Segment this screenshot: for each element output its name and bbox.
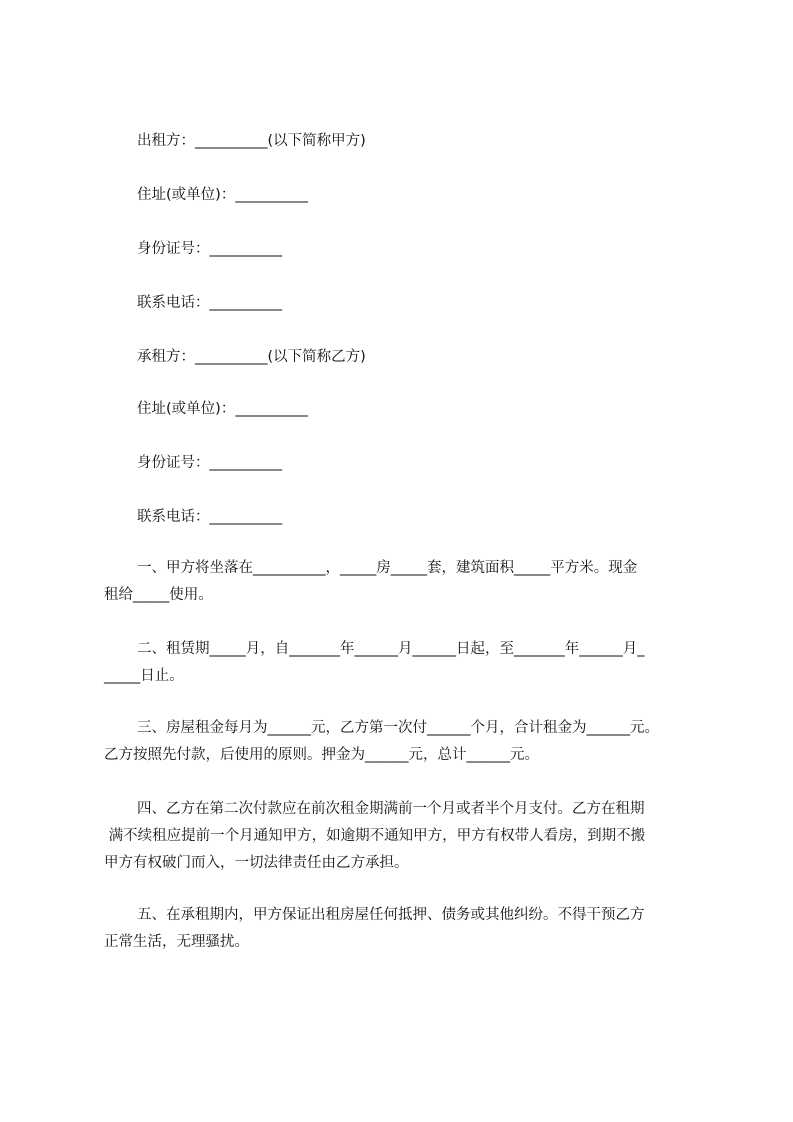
lessor-phone-field: 联系电话：__________: [137, 295, 282, 311]
clause-1-line-1: 一、甲方将坐落在__________，_____房_____套，建筑面积_____平方米。现金: [137, 560, 638, 576]
clause-4-line-1: 四、乙方在第二次付款应在前次租金期满前一个月或者半个月支付。乙方在租期: [137, 801, 645, 817]
clause-1-line-2: 租给_____使用。: [104, 587, 213, 603]
clause-4-line-3: 甲方有权破门而入，一切法律责任由乙方承担。: [104, 855, 409, 871]
clause-5-line-1: 五、在承租期内，甲方保证出租房屋任何抵押、债务或其他纠纷。不得干预乙方: [137, 907, 645, 923]
clause-4-line-2: 满不续租应提前一个月通知甲方，如逾期不通知甲方，甲方有权带人看房，到期不搬: [104, 828, 646, 844]
lessee-address-field: 住址(或单位)：__________: [137, 401, 308, 417]
clause-3-line-2: 乙方按照先付款，后使用的原则。押金为______元，总计______元。: [104, 747, 539, 763]
clause-2-line-2: _____日止。: [104, 668, 184, 684]
lessee-id-field: 身份证号：__________: [137, 455, 282, 471]
clause-3-line-1: 三、房屋租金每月为______元，乙方第一次付______个月，合计租金为______元。: [137, 720, 659, 736]
lessor-address-field: 住址(或单位)：__________: [137, 187, 308, 203]
lessee-name-field: 承租方：__________(以下简称乙方): [137, 349, 366, 365]
clause-2-line-1: 二、租赁期_____月，自_______年______月______日起，至_______年______月_: [137, 641, 645, 657]
lessor-id-field: 身份证号：__________: [137, 241, 282, 257]
lessee-phone-field: 联系电话：__________: [137, 509, 282, 525]
clause-5-line-2: 正常生活，无理骚扰。: [104, 934, 249, 950]
lessor-name-field: 出租方：__________(以下简称甲方): [137, 133, 366, 149]
